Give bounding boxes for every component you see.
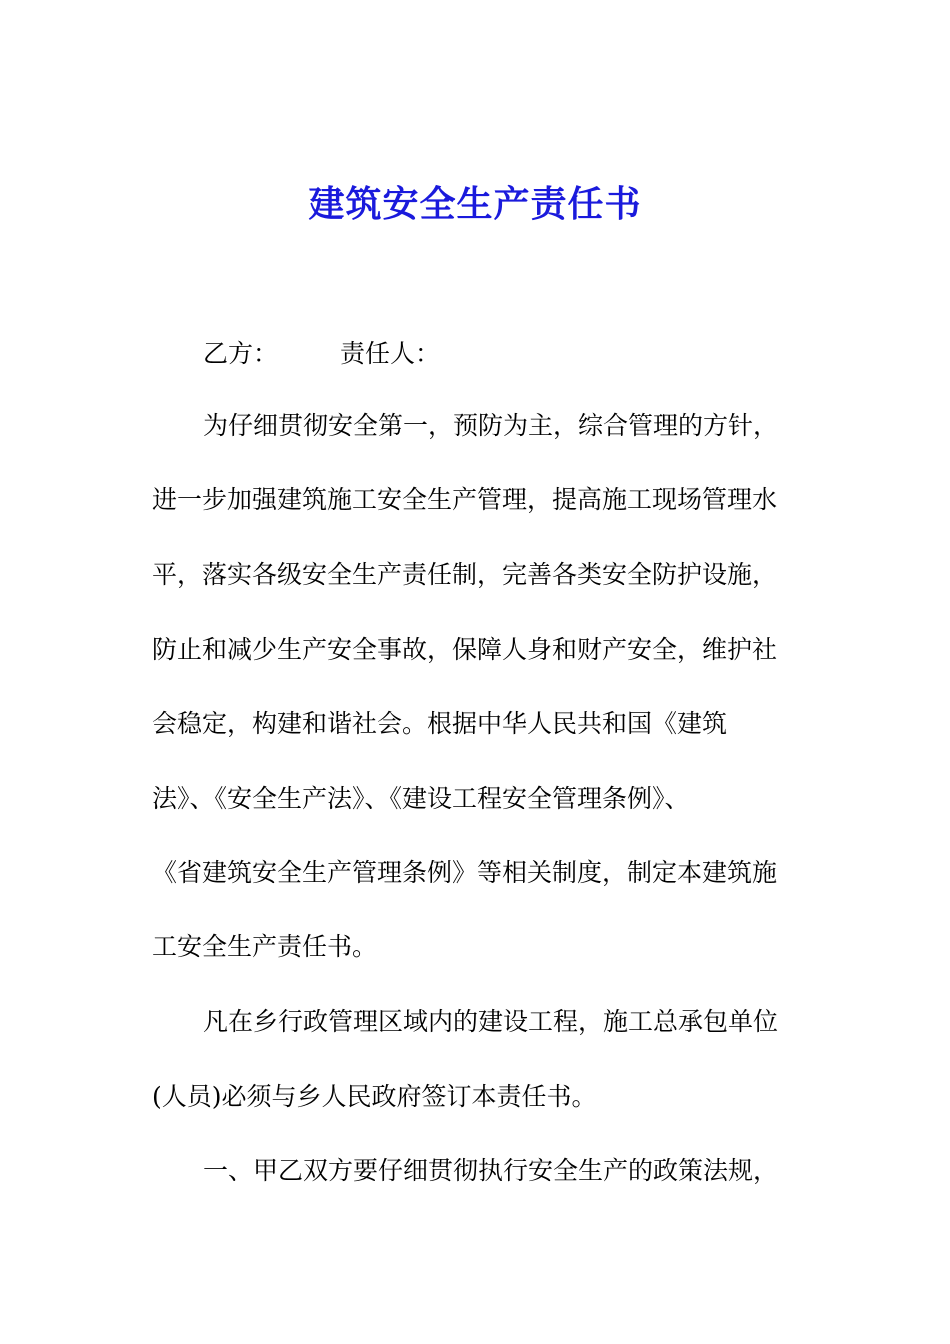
paragraph-line: 为仔细贯彻安全第一，预防为主，综合管理的方针， <box>203 411 779 440</box>
paragraph-line: 进一步加强建筑施工安全生产管理，提高施工现场管理水 <box>152 485 778 514</box>
paragraph-line: 《省建筑安全生产管理条例》等相关制度，制定本建筑施 <box>152 858 778 887</box>
paragraph-line: 法》、《安全生产法》、《建设工程安全管理条例》、 <box>152 784 690 813</box>
paragraph-line: 一、甲乙双方要仔细贯彻执行安全生产的政策法规， <box>203 1156 779 1185</box>
paragraph-line: 防止和减少生产安全事故，保障人身和财产安全，维护社 <box>152 635 778 664</box>
paragraph-line: 平，落实各级安全生产责任制，完善各类安全防护设施， <box>152 560 778 589</box>
document-title: 建筑安全生产责任书 <box>308 183 642 225</box>
paragraph-line: 工安全生产责任书。 <box>152 932 378 961</box>
paragraph-line: 会稳定，构建和谐社会。根据中华人民共和国《建筑 <box>152 709 728 738</box>
paragraph-line: (人员)必须与乡人民政府签订本责任书。 <box>152 1082 597 1111</box>
party-label: 乙方： <box>203 339 279 368</box>
responsible-label: 责任人： <box>340 339 441 368</box>
paragraph-line: 凡在乡行政管理区域内的建设工程，施工总承包单位 <box>203 1007 779 1036</box>
party-line <box>203 336 440 372</box>
